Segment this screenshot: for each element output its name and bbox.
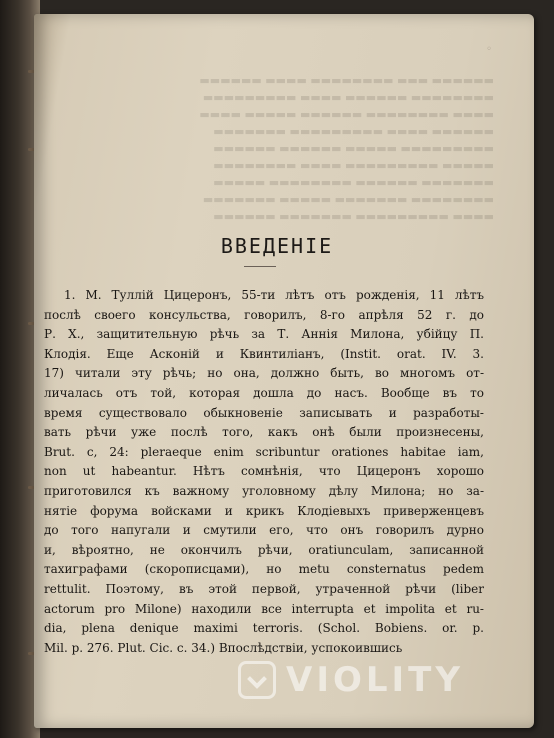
text-line: rettulit. Поэтому, въ этой первой, утраченной рѣчи (liber bbox=[44, 581, 484, 596]
text-line: Р. Х., защитительную рѣчь за Т. Аннія Милона, убійцу П. bbox=[44, 327, 484, 342]
text-line: вать рѣчи уже послѣ того, какъ онѣ были произнесены, bbox=[44, 425, 484, 440]
text-line: 17) читали эту рѣчь; но она, должно быть, во многомъ от- bbox=[44, 366, 484, 381]
text-line: послѣ своего консульства, говорилъ, 8-го апрѣля 52 г. до bbox=[44, 307, 484, 322]
text-line: личалась отъ той, которая дошла до насъ. Вообще въ то bbox=[44, 385, 484, 400]
text-line: 1. М. Туллій Цицеронъ, 55-ти лѣтъ отъ рожденія, 11 лѣтъ bbox=[64, 288, 484, 302]
text-line: и, вѣроятно, не окончилъ рѣчи, oratiunculam, записанной bbox=[44, 542, 484, 557]
text-line: до того напугали и смутили его, что онъ говорилъ дурно bbox=[44, 523, 484, 538]
watermark-logo-icon bbox=[238, 661, 276, 699]
text-line: Клодія. Еще Асконій и Квинтиліанъ, (Instit. orat. IV. 3. bbox=[44, 346, 484, 361]
watermark bbox=[238, 660, 464, 700]
bleed-through-text: ▬▬▬▬▬▬ ▬▬▬ ▬▬▬▬▬▬▬▬ ▬▬▬▬ ▬▬▬▬▬▬ ▬▬▬▬▬▬▬▬ ▬▬▬▬▬▬ ▬▬▬▬ ▬▬▬▬▬▬▬▬▬ ▬▬▬▬ ▬▬▬▬▬▬▬▬ ▬▬▬▬▬▬ ▬▬▬▬▬ ▬▬▬▬ ▬▬▬▬▬▬ ▬▬▬▬ ▬▬▬▬▬▬▬▬▬ ▬▬▬▬▬▬▬ ▬▬▬▬▬▬▬▬▬ ▬▬▬▬▬ ▬▬▬▬▬▬ ▬▬▬▬▬▬ ▬▬▬▬▬ ▬▬▬▬▬▬▬▬▬ ▬▬▬▬ ▬▬▬▬▬▬▬▬ ▬▬▬▬▬▬▬ ▬▬▬▬▬▬ ▬▬▬▬▬▬▬▬ ▬▬▬▬▬ ▬▬▬▬▬▬▬▬ ▬▬▬▬▬▬▬ ▬▬▬▬▬ ▬▬▬▬▬▬▬ ▬▬▬▬ ▬▬▬▬▬▬▬▬▬ ▬▬▬▬▬▬▬ ▬▬▬▬▬▬ bbox=[199, 74, 494, 223]
text-line: actorum pro Milone) находили все interrupta et impolita et ru- bbox=[44, 601, 484, 616]
text-line: тахиграфами (скорописцами), но metu consternatus pedem bbox=[44, 562, 484, 577]
text-line: время существовало обыкновеніе записывать и разработы- bbox=[44, 405, 484, 420]
text-line: нятіе форума войсками и крикъ Клодіевыхъ приверженцевъ bbox=[44, 503, 484, 518]
body-paragraph bbox=[44, 286, 484, 658]
watermark-text: VIOLITY bbox=[286, 660, 464, 700]
heading-rule bbox=[244, 266, 276, 267]
text-line: dia, plena denique maximi terroris. (Schol. Bobiens. or. p. bbox=[44, 621, 484, 636]
chapter-heading: ВВЕДЕНІЕ bbox=[220, 234, 334, 258]
faint-page-number: ◦ bbox=[486, 44, 492, 55]
text-line: Brut. c, 24: pleraeque enim scribuntur orationes habitae iam, bbox=[44, 444, 484, 459]
text-line: Mil. p. 276. Plut. Cic. c. 34.) Впослѣдствіи, успокоившись bbox=[44, 640, 403, 655]
text-line: приготовился къ важному уголовному дѣлу Милона; но за- bbox=[44, 483, 484, 498]
text-line: non ut habeantur. Нѣтъ сомнѣнія, что Цицеронъ хорошо bbox=[44, 464, 484, 479]
